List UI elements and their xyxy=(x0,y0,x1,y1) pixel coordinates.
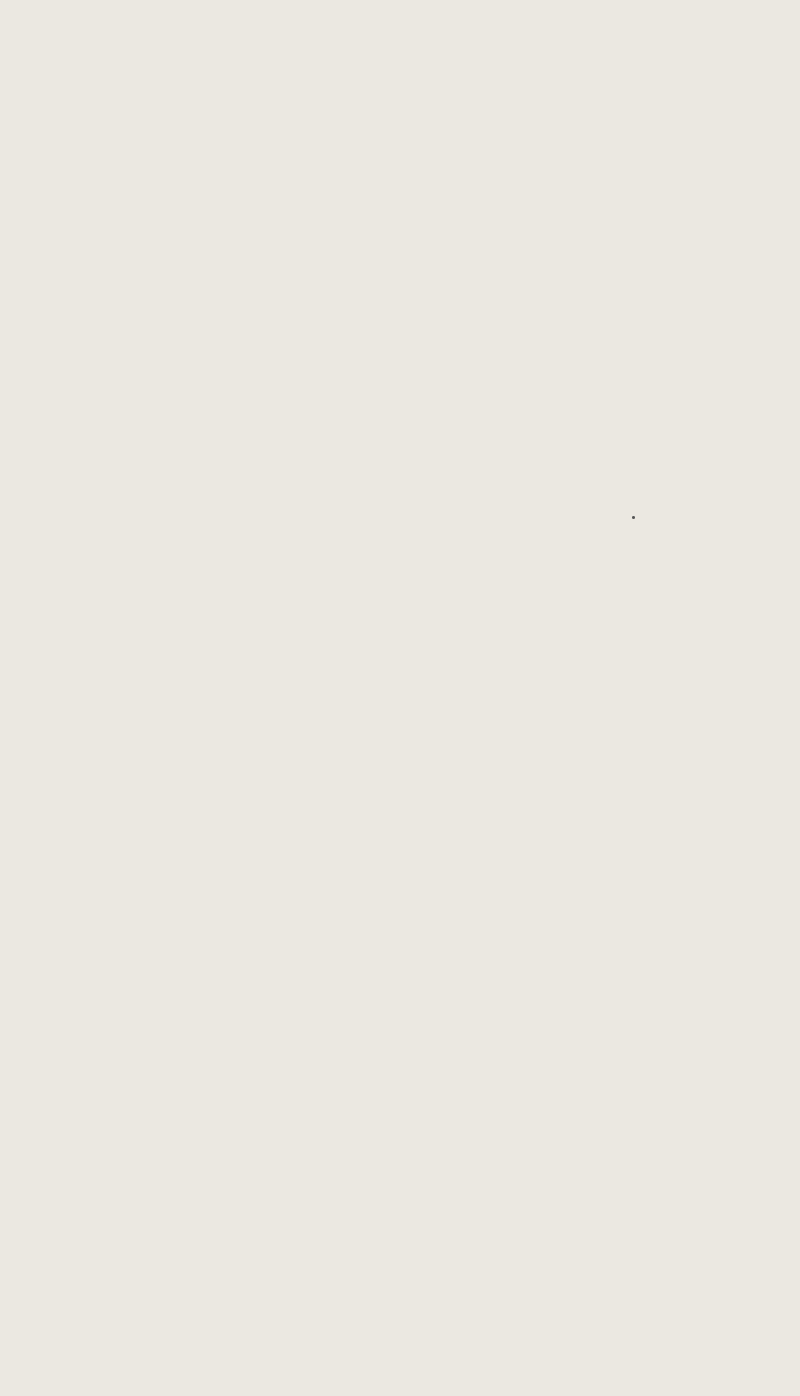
ink-speck xyxy=(632,516,635,519)
